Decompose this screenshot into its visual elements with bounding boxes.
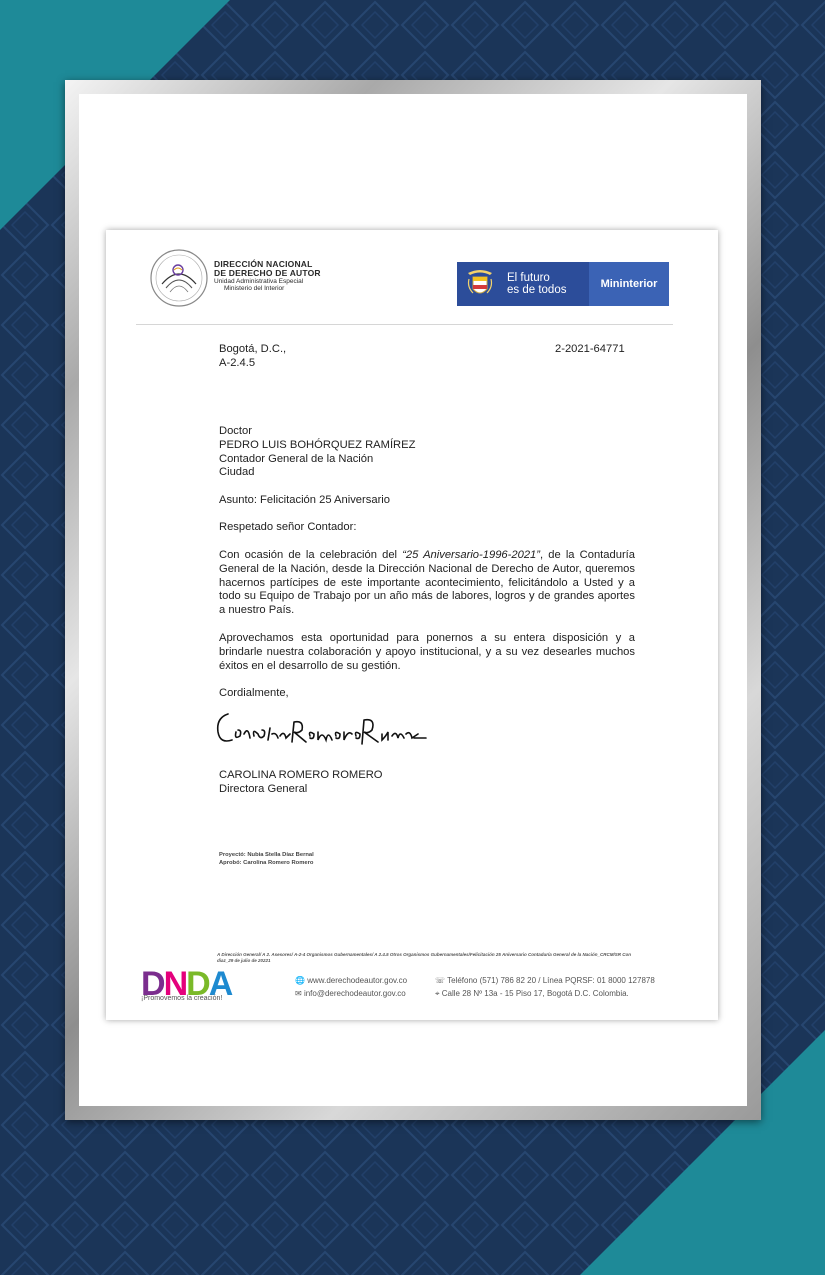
brand-letter-a: A	[208, 965, 232, 1003]
signer-name: CAROLINA ROMERO ROMERO	[219, 769, 383, 781]
phone-text: Teléfono (571) 786 82 20 / Línea PQRSF: 01 8000 127878	[447, 976, 655, 985]
recipient-name: PEDRO LUIS BOHÓRQUEZ RAMÍREZ	[219, 438, 416, 451]
brand-letter-n: N	[163, 965, 187, 1003]
recipient-title: Doctor	[219, 425, 252, 437]
letter-subject: Asunto: Felicitación 25 Aniversario	[219, 494, 391, 506]
org-subtitle-line2: Ministerio del Interior	[224, 285, 285, 292]
government-banner	[457, 262, 669, 306]
brand-tagline: ¡Promovemos la creación!	[141, 995, 223, 1002]
brand-letter-d2: D	[186, 965, 209, 1003]
letter-city: Bogotá, D.C.,	[219, 343, 287, 355]
address-row	[435, 989, 629, 999]
org-subtitle-line1: Unidad Administrativa Especial	[214, 278, 304, 285]
location-pin-icon: ⌖	[435, 989, 440, 998]
email-row	[295, 989, 406, 999]
letter-radicado: 2-2021-64771	[555, 343, 625, 355]
letter-greeting: Respetado señor Contador:	[219, 521, 357, 533]
anniversary-title: “25 Aniversario-1996-2021”	[402, 549, 540, 561]
paragraph-1-start: Con ocasión de la celebración del	[219, 549, 403, 561]
recipient-position: Contador General de la Nación	[219, 452, 374, 465]
org-name-line1: DIRECCIÓN NACIONAL	[214, 259, 313, 269]
dnda-seal-logo	[148, 248, 210, 308]
envelope-icon: ✉	[295, 989, 302, 998]
globe-icon: 🌐	[295, 976, 305, 985]
slogan-line2: es de todos	[507, 284, 567, 296]
paragraph-2: Aprovechamos esta oportunidad para ponernos a su entera disposición y a brindarle nuestra colaboración y apoyo institucional, y a su vez desearles muchos éxitos en el desarrollo de su gestión.	[219, 632, 635, 672]
recipient-city: Ciudad	[219, 466, 255, 479]
letter-closing: Cordialmente,	[219, 687, 289, 699]
header-divider	[136, 324, 673, 325]
ministry-label: Mininterior	[589, 262, 669, 306]
handwritten-signature	[214, 706, 429, 750]
letter-code: A-2.4.5	[219, 357, 256, 369]
phone-row	[435, 976, 655, 986]
signer-title: Directora General	[219, 783, 308, 795]
government-slogan	[503, 262, 589, 306]
org-name-line2: DE DERECHO DE AUTOR	[214, 268, 321, 278]
coat-of-arms-icon	[457, 262, 503, 306]
website-link[interactable]: www.derechodeautor.gov.co	[307, 976, 408, 985]
recipient-block	[219, 425, 415, 480]
slogan-line1: El futuro	[507, 272, 550, 284]
email-link[interactable]: info@derechodeautor.gov.co	[303, 989, 406, 998]
address-text: Calle 28 Nº 13a - 15 Piso 17, Bogotá D.C. Colombia.	[441, 989, 629, 998]
prepared-by: Proyectó: Nubia Stella Díaz Bernal	[219, 852, 314, 858]
website-row	[295, 976, 407, 986]
brand-letter-d1: D	[141, 965, 164, 1003]
paragraph-1-end: , de la Contaduría General de la Nación, desde la Dirección Nacional de Derecho de Autor, queremos hacernos partícipes de este importante acontecimiento, felicitándolo a Usted y a todo su Equipo de Trabajo por un año más de labores, logros y de grandes aportes a nuestro País.	[219, 549, 636, 617]
letter-page	[106, 230, 718, 1020]
org-name-block	[214, 260, 321, 292]
archive-footnote: A Dirección General/ A 2. Asesores/ A-2-4 Organismos Gubernamentales/ A 2.4.5 Otros Organismos Gubernamentales/Felicitación 25 Aniversario Contaduría General de la Nación_CRCM/SR Con diaz_29 de julio de 20221	[217, 952, 632, 963]
approved-by: Aprobó: Carolina Romero Romero	[219, 860, 314, 866]
paragraph-1	[219, 549, 635, 618]
phone-icon: ☏	[435, 976, 446, 985]
